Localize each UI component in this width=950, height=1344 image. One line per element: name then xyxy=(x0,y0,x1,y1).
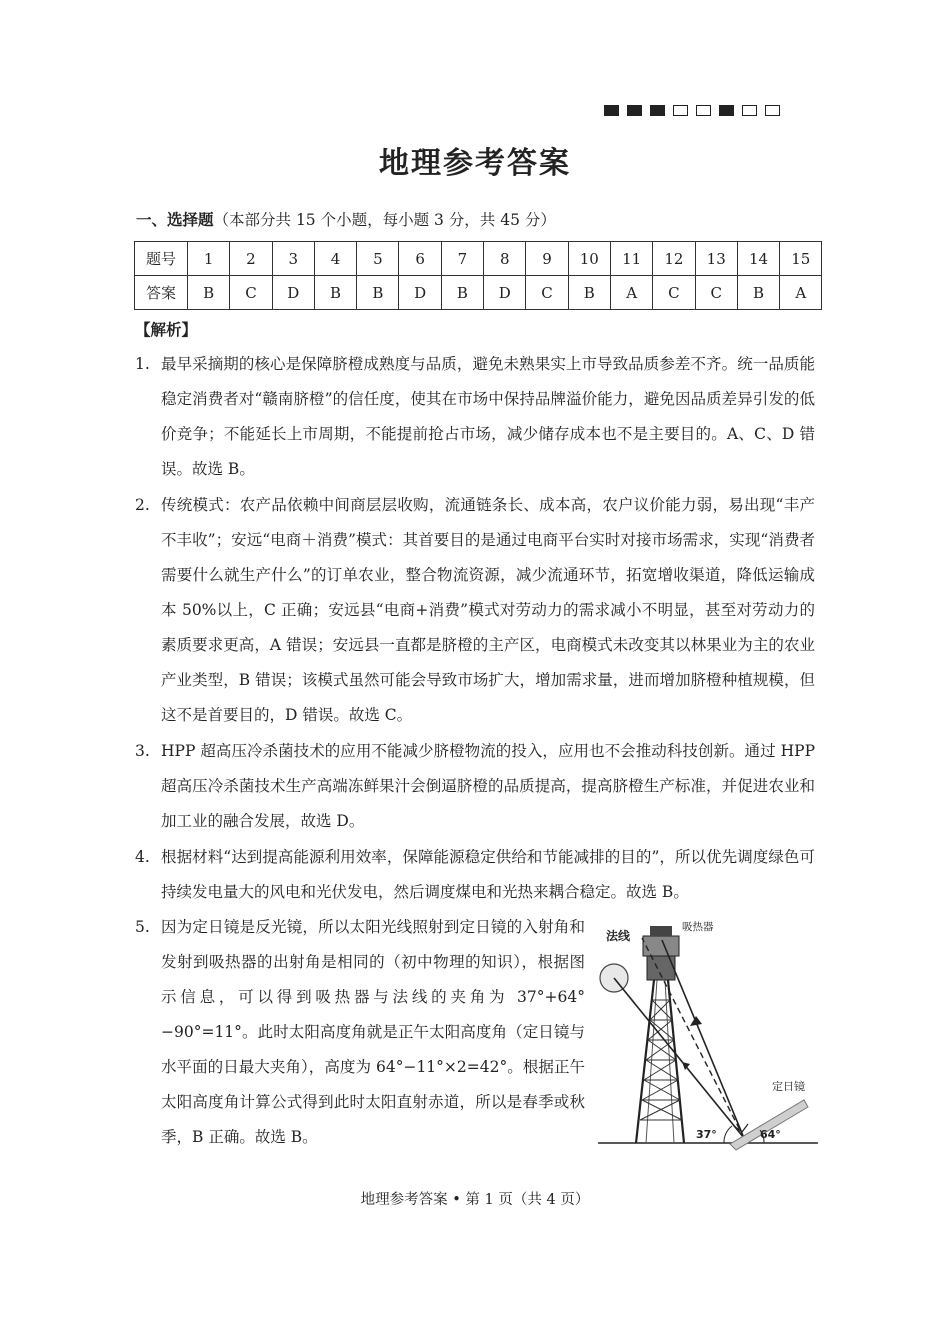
answer-cell: D xyxy=(272,276,314,310)
angle-arc-left xyxy=(724,1126,732,1143)
diagram-svg xyxy=(592,912,822,1152)
analysis-item-2 xyxy=(135,488,815,733)
answer-cell: B xyxy=(357,276,399,310)
receiver-cap xyxy=(650,926,672,936)
analysis-item-5 xyxy=(135,910,585,1155)
item-text: HPP 超高压冷杀菌技术的应用不能减少脐橙物流的投入，应用也不会推动科技创新。通过 HPP 超高压冷杀菌技术生产高端冻鲜果汁会倒逼脐橙的品质提高，提高脐橙生产标准，并促进农业和加工业的融合发展，故选 D。 xyxy=(161,742,815,830)
header-mark xyxy=(627,105,642,116)
label-receiver: 吸热器 xyxy=(682,921,714,933)
answer-cell: B xyxy=(188,276,230,310)
number-cell: 3 xyxy=(272,242,314,276)
header-mark xyxy=(742,105,757,116)
number-cell: 15 xyxy=(780,242,822,276)
page-title: 地理参考答案 xyxy=(379,146,571,181)
answer-cell: D xyxy=(399,276,441,310)
number-cell: 5 xyxy=(357,242,399,276)
reflected-arrow xyxy=(690,1016,702,1026)
answer-cell: C xyxy=(526,276,568,310)
answer-cell: C xyxy=(653,276,695,310)
answer-table-number-row xyxy=(135,242,822,276)
section-title: 一、选择题 xyxy=(136,210,214,229)
number-cell: 6 xyxy=(399,242,441,276)
analysis-item-4 xyxy=(135,840,815,910)
header-mark xyxy=(719,105,734,116)
item-number: 2. xyxy=(135,496,150,514)
item-text: 因为定日镜是反光镜，所以太阳光线照射到定日镜的入射角和发射到吸热器的出射角是相同的（初中物理的知识），根据图示信息，可以得到吸热器与法线的夹角为 37°+64°−90°=11°。此时太阳高度角就是正午太阳高度角（定日镜与水平面的日最大夹角），高度为 64°−11°×2=42°。根据正午太阳高度角计算公式得到此时太阳直射赤道，所以是春季或秋季，B 正确。故选 B。 xyxy=(161,918,585,1146)
header-marks xyxy=(604,105,780,116)
number-cell: 11 xyxy=(610,242,652,276)
item-text: 根据材料“达到提高能源利用效率，保障能源稳定供给和节能减排的目的”，所以优先调度绿色可持续发电量大的风电和光伏发电，然后调度煤电和光热来耦合稳定。故选 B。 xyxy=(161,848,815,901)
analysis-item-1 xyxy=(135,347,815,487)
answer-cell: C xyxy=(695,276,737,310)
number-cell: 12 xyxy=(653,242,695,276)
header-mark xyxy=(673,105,688,116)
item-number: 1. xyxy=(135,355,150,373)
item-text: 传统模式：农产品依赖中间商层层收购，流通链条长、成本高，农户议价能力弱，易出现“丰产不丰收”；安远“电商＋消费”模式：其首要目的是通过电商平台实时对接市场需求，实现“消费者需要什么就生产什么”的订单农业，整合物流资源，减少流通环节，拓宽增收渠道，降低运输成本 50%以上，C 正确；安远县“电商+消费”模式对劳动力的需求减小不明显，甚至对劳动力的素质要求更高，A 错误；安远县一直都是脐橙的主产区，电商模式未改变其以林果业为主的农业产业类型，B 错误；该模式虽然可能会导致市场扩大，增加需求量，进而增加脐橙种植规模，但这不是首要目的，D 错误。故选 C。 xyxy=(161,496,815,724)
answer-cell: D xyxy=(484,276,526,310)
number-cell: 14 xyxy=(737,242,779,276)
answer-cell: A xyxy=(610,276,652,310)
label-normal: 法线 xyxy=(606,929,631,943)
answer-cell: B xyxy=(737,276,779,310)
number-cell: 2 xyxy=(230,242,272,276)
item-number: 4. xyxy=(135,848,150,866)
answer-cell: C xyxy=(230,276,272,310)
answer-cell: B xyxy=(568,276,610,310)
item-text: 最早采摘期的核心是保障脐橙成熟度与品质，避免未熟果实上市导致品质参差不齐。统一品质能稳定消费者对“赣南脐橙”的信任度，使其在市场中保持品牌溢价能力，避免因品质差异引发的低价竞争；不能延长上市周期，不能提前抢占市场，减少储存成本也不是主要目的。A、C、D 错误。故选 B。 xyxy=(161,355,815,478)
number-cell: 13 xyxy=(695,242,737,276)
answer-cell: B xyxy=(314,276,356,310)
header-mark xyxy=(696,105,711,116)
page-footer: 地理参考答案 • 第 1 页（共 4 页） xyxy=(360,1192,590,1208)
answer-table-answer-row xyxy=(135,276,822,310)
number-cell: 9 xyxy=(526,242,568,276)
header-mark xyxy=(765,105,780,116)
item-number: 5. xyxy=(135,918,150,936)
number-cell: 4 xyxy=(314,242,356,276)
label-angle-left: 37° xyxy=(696,1128,717,1141)
row-label-answer: 答案 xyxy=(135,276,188,310)
right-angle-mark xyxy=(734,1124,748,1132)
item-number: 3. xyxy=(135,742,150,760)
header-mark xyxy=(604,105,619,116)
heliostat-diagram xyxy=(592,912,822,1156)
analysis-label: 【解析】 xyxy=(135,320,198,339)
answer-cell: A xyxy=(780,276,822,310)
row-label-number: 题号 xyxy=(135,242,188,276)
number-cell: 7 xyxy=(441,242,483,276)
section-heading xyxy=(136,208,556,230)
label-heliostat: 定日镜 xyxy=(772,1080,805,1093)
number-cell: 8 xyxy=(484,242,526,276)
number-cell: 10 xyxy=(568,242,610,276)
incident-ray xyxy=(614,978,744,1138)
section-note: （本部分共 15 个小题，每小题 3 分，共 45 分） xyxy=(213,211,556,229)
answer-cell: B xyxy=(441,276,483,310)
number-cell: 1 xyxy=(188,242,230,276)
analysis-item-3 xyxy=(135,734,815,839)
answer-table xyxy=(134,241,822,310)
header-mark xyxy=(650,105,665,116)
label-angle-right: 64° xyxy=(760,1128,781,1141)
receiver-top xyxy=(643,936,679,956)
